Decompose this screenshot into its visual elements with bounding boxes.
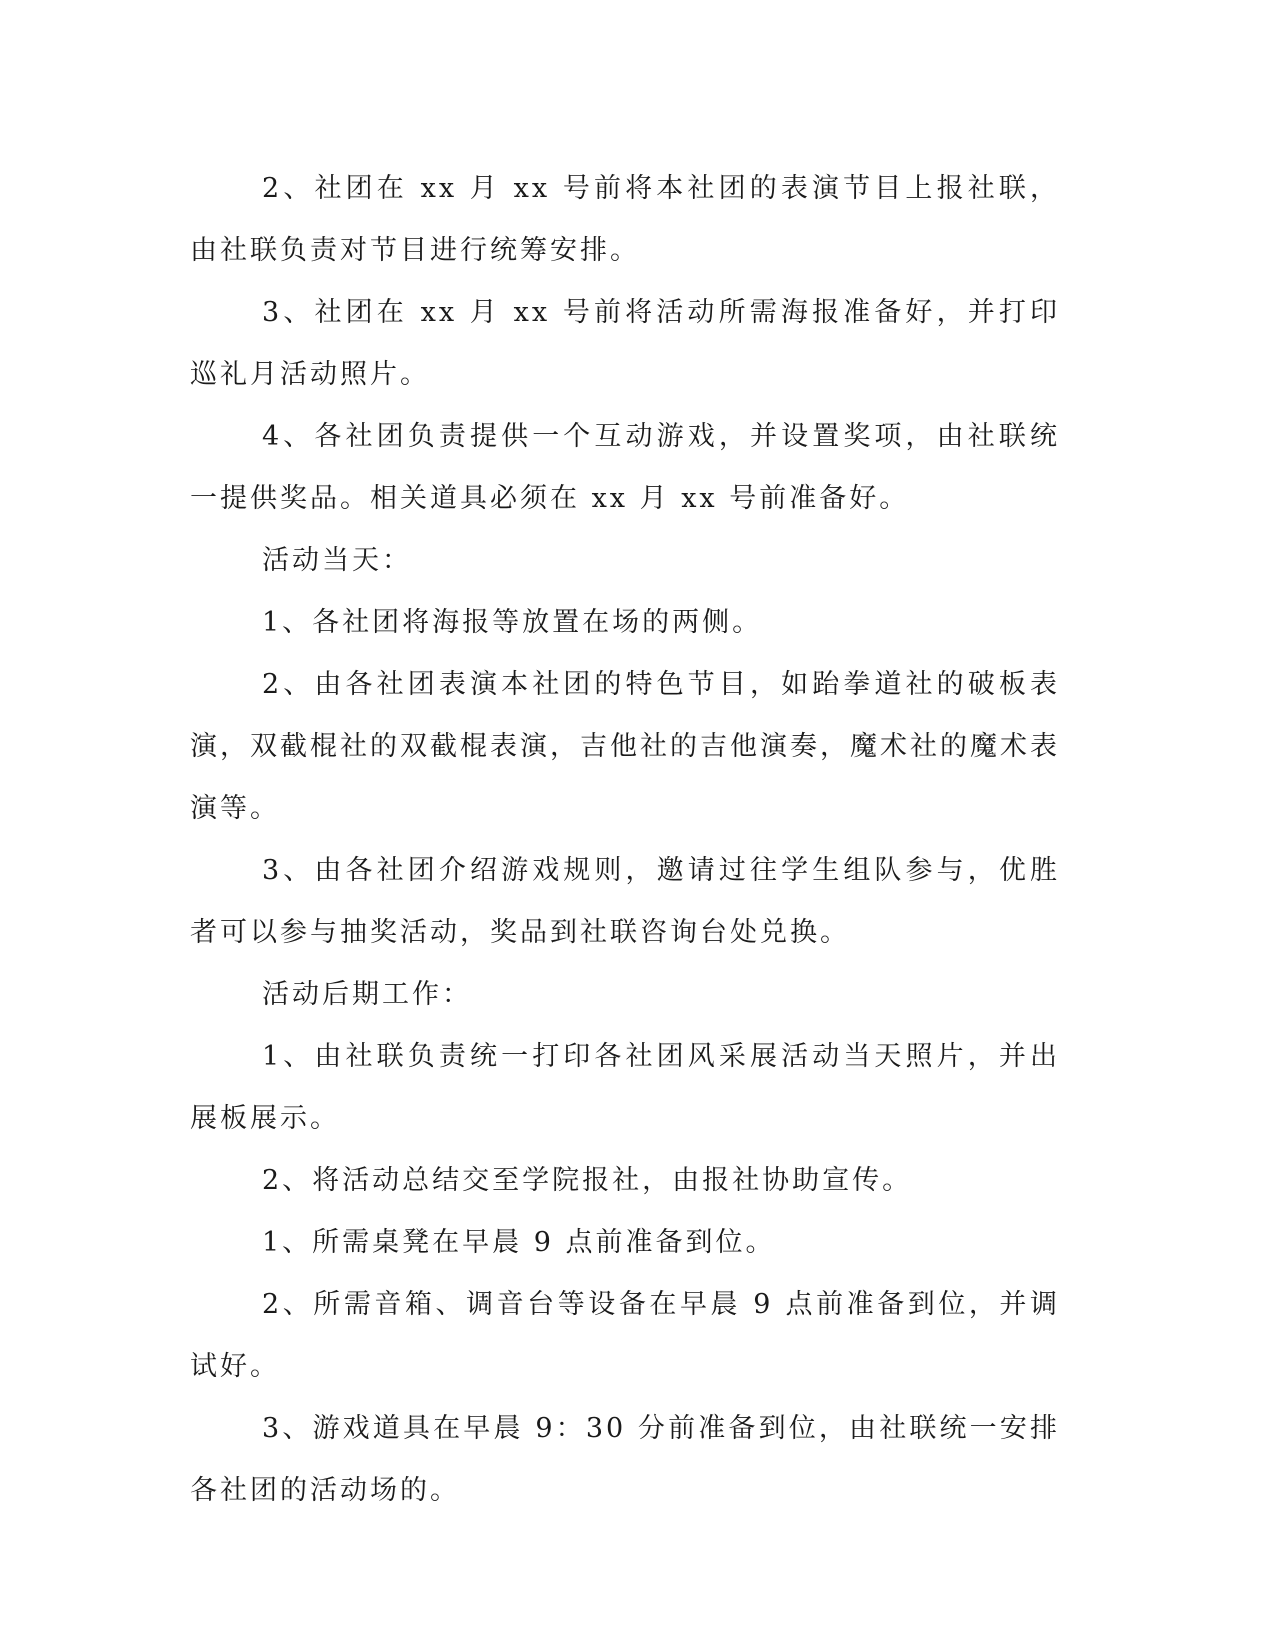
paragraph-performances: 2、由各社团表演本社团的特色节目，如跆拳道社的破板表演，双截棍社的双截棍表演，吉他社的吉他演奏，魔术社的魔术表演等。 [190, 669, 1060, 824]
section-heading-event-day: 活动当天： [262, 545, 412, 576]
paragraph-game-rules: 3、由各社团介绍游戏规则，邀请过往学生组队参与，优胜者可以参与抽奖活动，奖品到社联咨询台处兑换。 [190, 855, 1060, 948]
paragraph-interactive-game: 4、各社团负责提供一个互动游戏，并设置奖项，由社联统一提供奖品。相关道具必须在 xx 月 xx 号前准备好。 [190, 421, 1060, 514]
paragraph-poster-prep: 3、社团在 xx 月 xx 号前将活动所需海报准备好，并打印巡礼月活动照片。 [190, 297, 1060, 390]
document-body [190, 158, 1060, 1522]
paragraph-program-report: 2、社团在 xx 月 xx 号前将本社团的表演节目上报社联，由社联负责对节目进行统筹安排。 [190, 173, 1060, 266]
paragraph-audio-equipment: 2、所需音箱、调音台等设备在早晨 9 点前准备到位，并调试好。 [190, 1289, 1060, 1382]
section-heading-post-event: 活动后期工作： [262, 979, 472, 1010]
paragraph-posters-placement: 1、各社团将海报等放置在场的两侧。 [262, 607, 763, 638]
paragraph-summary-publicity: 2、将活动总结交至学院报社，由报社协助宣传。 [262, 1165, 913, 1196]
paragraph-photo-display: 1、由社联负责统一打印各社团风采展活动当天照片，并出展板展示。 [190, 1041, 1060, 1134]
paragraph-tables-chairs: 1、所需桌凳在早晨 9 点前准备到位。 [262, 1227, 776, 1258]
paragraph-game-props: 3、游戏道具在早晨 9：30 分前准备到位，由社联统一安排各社团的活动场的。 [190, 1413, 1060, 1506]
